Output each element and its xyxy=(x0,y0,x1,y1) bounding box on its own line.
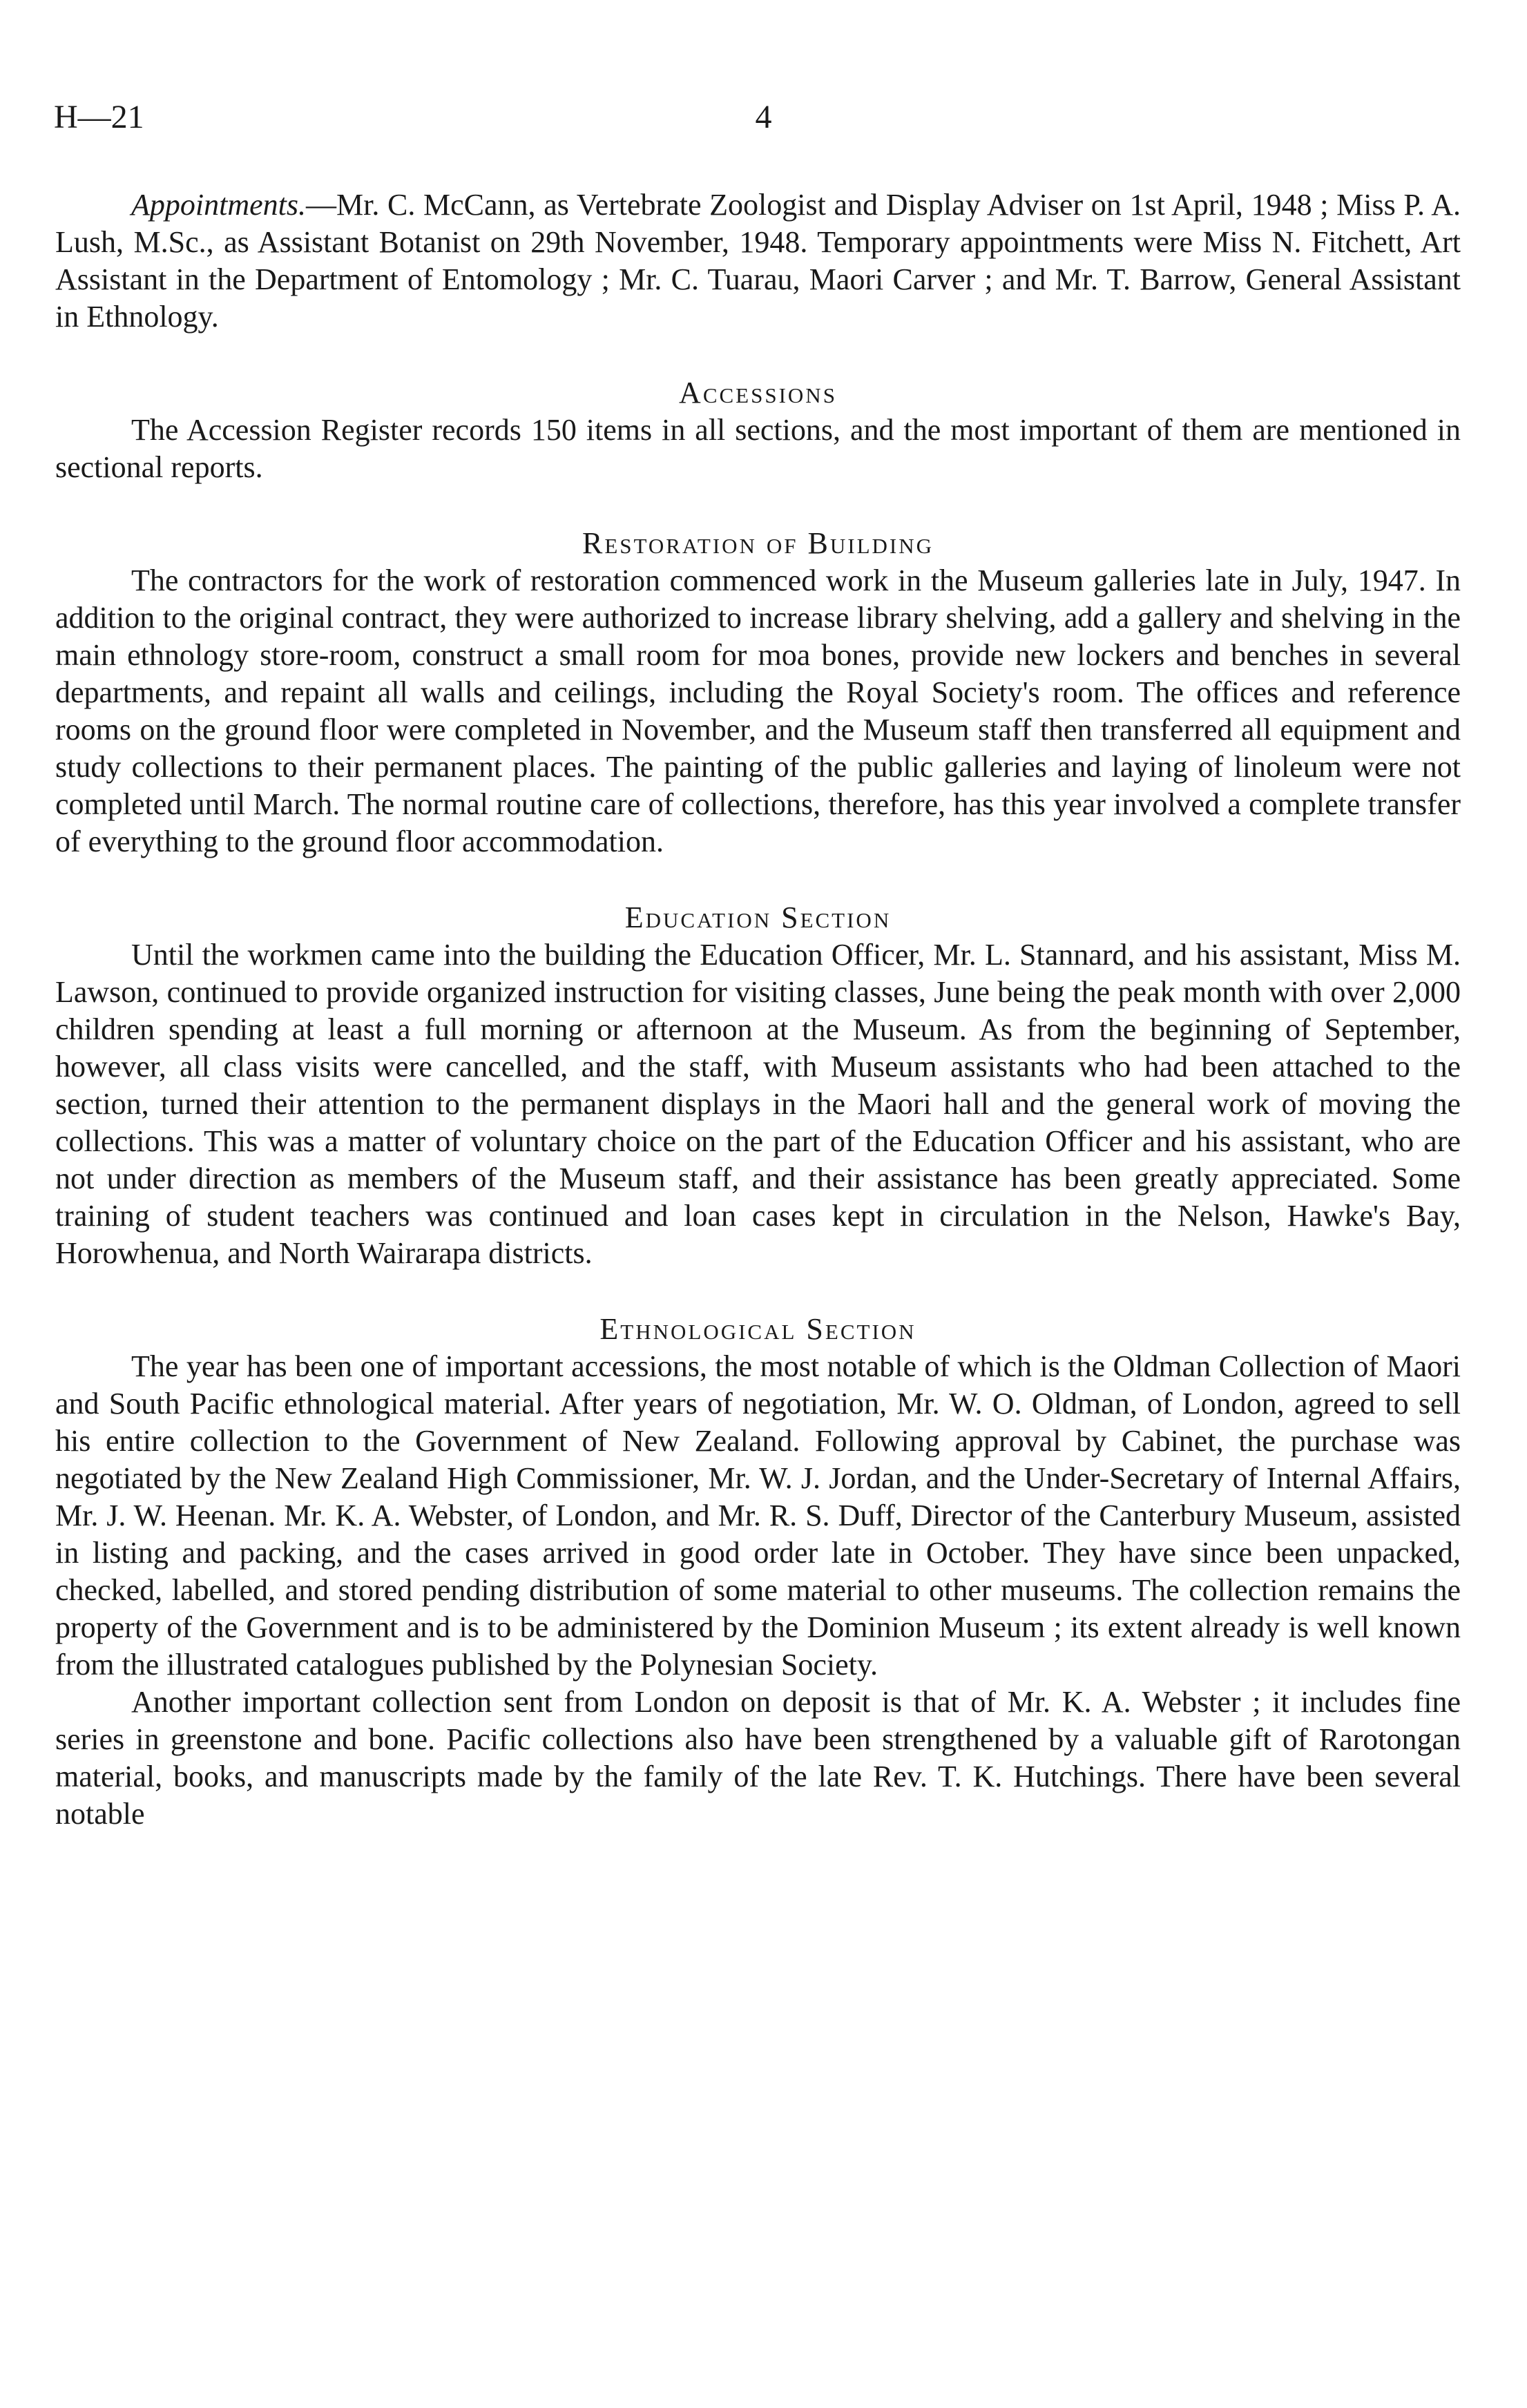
ethnological-paragraph-1: The year has been one of important accessions, the most notable of which is the Oldman Collection of Maori and South Pacific ethnological material. After years of negotiation, Mr. W. O. Oldman, of London, agreed to sell his entire collection to the Government of New Zealand. Following approval by Cabinet, the purchase was negotiated by the New Zealand High Commissioner, Mr. W. J. Jordan, and the Under-Secretary of Internal Affairs, Mr. J. W. Heenan. Mr. K. A. Webster, of London, and Mr. R. S. Duff, Director of the Canterbury Museum, assisted in listing and packing, and the cases arrived in good order late in October. They have since been unpacked, checked, labelled, and stored pending distribution of some material to other museums. The collection remains the property of the Government and is to be administered by the Dominion Museum ; its extent already is well known from the illustrated catalogues published by the Polynesian Society. xyxy=(55,1349,1461,1682)
section-heading-restoration: Restoration of Building xyxy=(582,526,934,560)
restoration-paragraph: The contractors for the work of restoration commenced work in the Museum galleries late in July, 1947. In addition to the original contract, they were authorized to increase library shelving, add a gallery and shelving in the main ethnology store-room, construct a small room for moa bones, provide new lockers and benches in several departments, and repaint all walls and ceilings, including the Royal Society's room. The offices and reference rooms on the ground floor were completed in November, and the Museum staff then transferred all equipment and study collections to their permanent places. The painting of the public galleries and laying of linoleum were not completed until March. The normal routine care of collections, therefore, has this year involved a complete transfer of everything to the ground floor accommodation. xyxy=(55,564,1461,858)
appointments-paragraph xyxy=(55,186,1461,336)
page-number: 4 xyxy=(755,99,772,135)
section-heading-education: Education Section xyxy=(624,900,892,934)
report-reference: H—21 xyxy=(54,99,144,135)
page-header xyxy=(54,93,1463,142)
appointments-text: —Mr. C. McCann, as Vertebrate Zoologist and Display Adviser on 1st April, 1948 ; Miss P. A. Lush, M.Sc., as Assistant Botanist on 29th November, 1948. Temporary appointments were Miss N. Fitchett, Art Assistant in the Department of Entomology ; Mr. C. Tuarau, Maori Carver ; and Mr. T. Barrow, General Assistant in Ethnology. xyxy=(55,188,1461,334)
accessions-paragraph: The Accession Register records 150 items in all sections, and the most important of them are mentioned in sectional reports. xyxy=(55,413,1461,484)
section-heading-ethnological: Ethnological Section xyxy=(599,1312,916,1346)
ethnological-paragraph-2: Another important collection sent from London on deposit is that of Mr. K. A. Webster ; it includes fine series in greenstone and bone. Pacific collections also have been strengthened by a valuable gift of Rarotongan material, books, and manuscripts made by the family of the late Rev. T. K. Hutchings. There have been several notable xyxy=(55,1685,1461,1831)
document-body xyxy=(55,186,1461,1833)
section-heading-accessions: Accessions xyxy=(679,376,837,410)
appointments-run-in-heading: Appointments. xyxy=(131,188,306,222)
education-paragraph: Until the workmen came into the building the Education Officer, Mr. L. Stannard, and his assistant, Miss M. Lawson, continued to provide organized instruction for visiting classes, June being the peak month with over 2,000 children spending at least a full morning or afternoon at the Museum. As from the beginning of September, however, all class visits were cancelled, and the staff, with Museum assistants who had been attached to the section, turned their attention to the permanent displays in the Maori hall and the general work of moving the collections. This was a matter of voluntary choice on the part of the Education Officer and his assistant, who are not under direction as members of the Museum staff, and their assistance has been greatly appreciated. Some training of student teachers was continued and loan cases kept in circulation in the Nelson, Hawke's Bay, Horowhenua, and North Wairarapa districts. xyxy=(55,938,1461,1270)
